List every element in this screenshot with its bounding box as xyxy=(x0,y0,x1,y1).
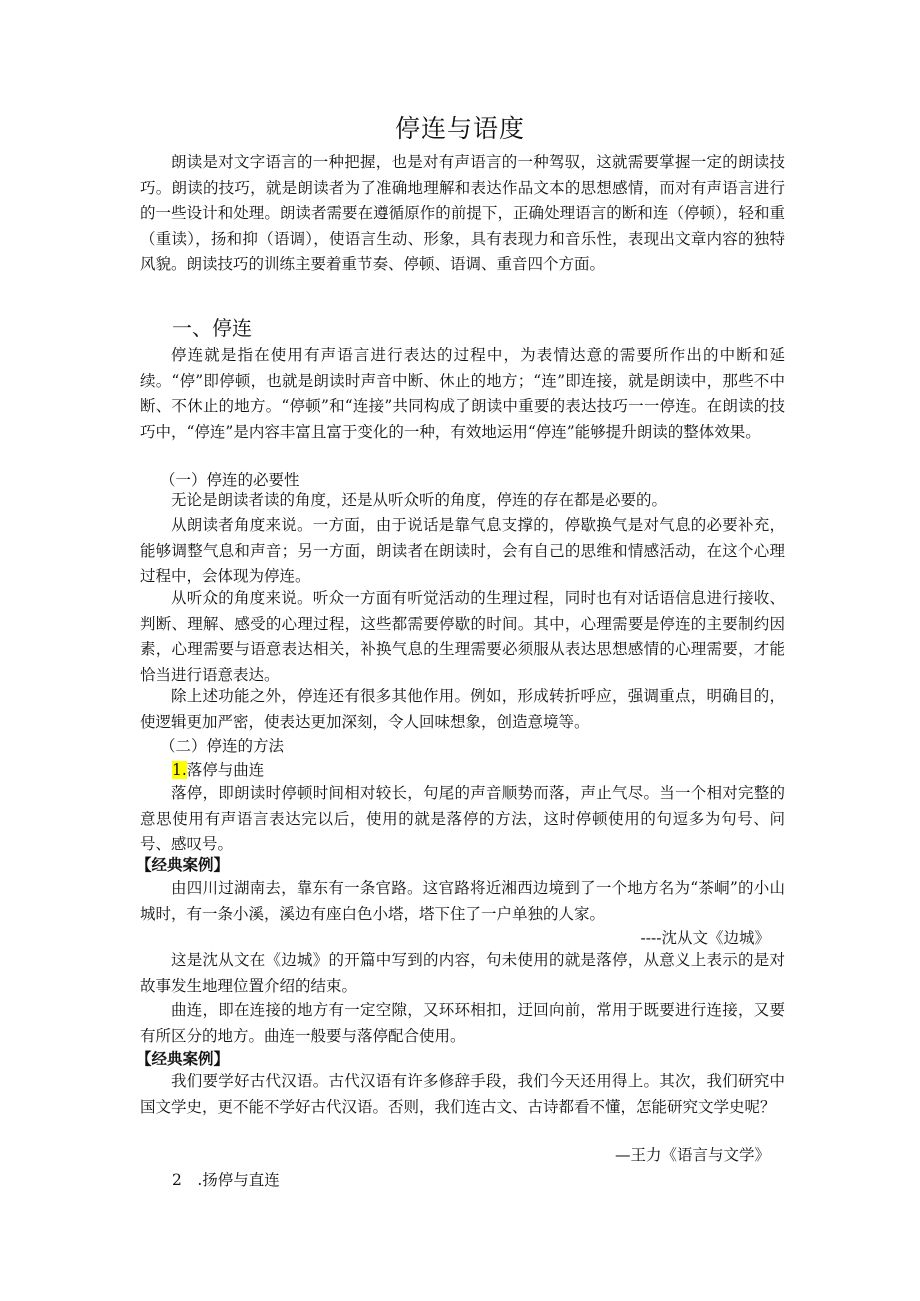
quote-source: —王力《语言与文学》 xyxy=(614,1146,770,1164)
paragraph-other-functions: 除上述功能之外，停连还有很多其他作用。例如，形成转折呼应，强调重点，明确目的，使逻辑更加严密，使表达更加深刻，令人回味想象，创造意境等。 xyxy=(140,687,785,731)
paragraph-luoting: 落停，即朗读时停顿时间相对较长，句尾的声音顺势而落，声止气尽。当一个相对完整的意思使用有声语言表达完以后，使用的就是落停的方法，这时停顿使用的句逗多为句号、问号、感叹号。 xyxy=(140,784,785,854)
subheading-methods: （二）停连的方法 xyxy=(160,737,285,755)
section-heading: 一、停连 xyxy=(172,316,252,340)
list-item-2: 2 .扬停与直连 xyxy=(172,1171,280,1189)
document-title: 停连与语度 xyxy=(394,114,525,143)
paragraph-qulian: 曲连，即在连接的地方有一定空隙，又环环相扣，迂回向前，常用于既要进行连接，又要有所区分的地方。曲连一般要与落停配合使用。 xyxy=(140,1001,785,1045)
paragraph-necessity: 无论是朗读者读的角度，还是从听众听的角度，停连的存在都是必要的。 xyxy=(171,491,668,509)
case-label: 【经典案例】 xyxy=(136,855,230,874)
list-item-1 xyxy=(172,758,264,780)
item-number-highlight: 1. xyxy=(172,761,187,779)
item-title: 落停与曲连 xyxy=(186,761,265,779)
case-quote: 我们要学好古代汉语。古代汉语有许多修辞手段，我们今天还用得上。其次，我们研究中国文学史，更不能不学好古代汉语。否则，我们连古文、古诗都看不懂，怎能研究文学史呢？ xyxy=(140,1072,785,1116)
case-quote: 由四川过湖南去，靠东有一条官路。这官路将近湘西边境到了一个地方名为“茶峒”的小山城时，有一条小溪，溪边有座白色小塔，塔下住了一户单独的人家。 xyxy=(140,879,785,923)
paragraph-listener-view: 从听众的角度来说。听众一方面有听觉活动的生理过程，同时也有对话语信息进行接收、判断、理解、感受的心理过程，这些都需要停歇的时间。其中，心理需要是停连的主要制约因素，心理需要与语意表达相关，补换气息的生理需要必须服从表达思想感情的心理需要，才能恰当进行语意表达。 xyxy=(140,589,785,684)
paragraph-reader-view: 从朗读者角度来说。一方面，由于说话是靠气息支撑的，停歇换气是对气息的必要补充，能够调整气息和声音；另一方面，朗读者在朗读时，会有自己的思维和情感活动，在这个心理过程中，会体现为停连。 xyxy=(140,516,785,586)
quote-source: ----沈从文《边城》 xyxy=(640,929,770,947)
subheading-necessity: （一）停连的必要性 xyxy=(160,471,300,489)
case-label: 【经典案例】 xyxy=(136,1049,230,1068)
paragraph-analysis: 这是沈从文在《边城》的开篇中写到的内容，句未使用的就是落停，从意义上表示的是对故事发生地理位置介绍的结束。 xyxy=(140,951,785,995)
intro-paragraph: 朗读是对文字语言的一种把握，也是对有声语言的一种驾驭，这就需要掌握一定的朗读技巧。朗读的技巧，就是朗读者为了准确地理解和表达作品文本的思想感情，而对有声语言进行的一些设计和处理。朗读者需要在遵循原作的前提下，正确处理语言的断和连（停顿），轻和重（重读），扬和抑（语调），使语言生动、形象，具有表现力和音乐性，表现出文章内容的独特风貌。朗读技巧的训练主要着重节奏、停顿、语调、重音四个方面。 xyxy=(140,153,785,274)
definition-paragraph: 停连就是指在使用有声语言进行表达的过程中，为表情达意的需要所作出的中断和延续。“停”即停顿，也就是朗读时声音中断、休止的地方；“连”即连接，就是朗读中，那些不中断、不休止的地方。“停顿”和“连接”共同构成了朗读中重要的表达技巧一一停连。在朗读的技巧中，“停连”是内容丰富且富于变化的一种，有效地运用“停连”能够提升朗读的整体效果。 xyxy=(140,346,785,441)
